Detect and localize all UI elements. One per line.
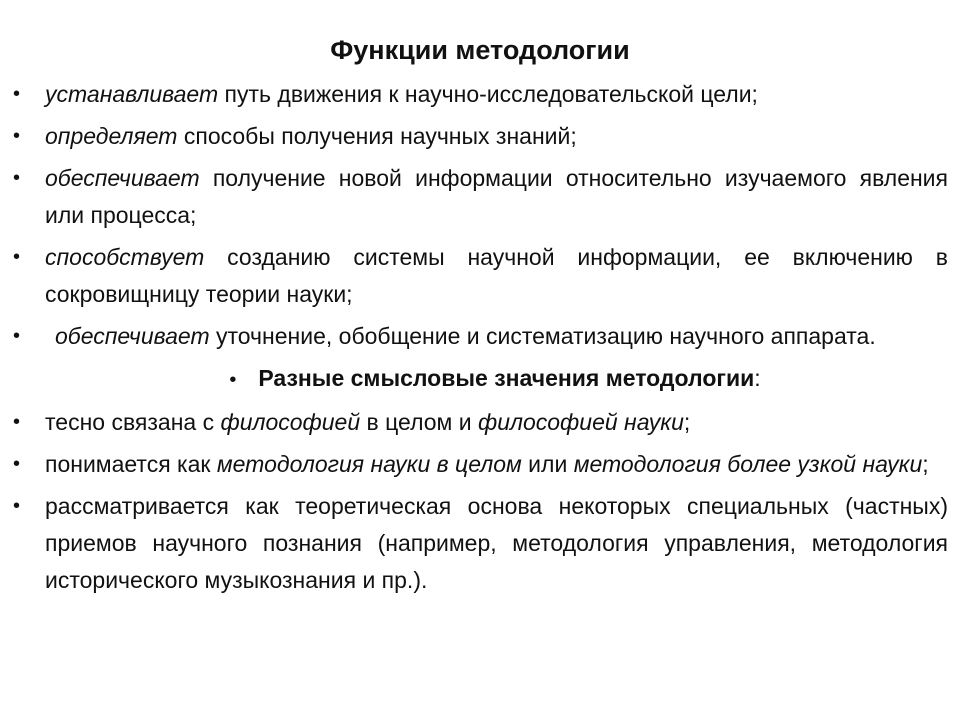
meaning-text: понимается как — [45, 451, 217, 477]
function-item-5 — [0, 318, 960, 355]
content-list — [0, 76, 960, 604]
bullet-icon: • — [229, 369, 237, 391]
meaning-text: ; — [683, 409, 691, 435]
meaning-item-2 — [0, 446, 960, 483]
meanings-heading-text: Разные смысловые значения методологии — [258, 365, 755, 391]
meaning-item-1 — [0, 404, 960, 441]
meaning-item-3 — [0, 488, 960, 599]
bullet-icon: • — [13, 325, 21, 347]
function-item-4 — [0, 239, 960, 313]
function-verb: определяет — [45, 123, 178, 149]
meaning-text: рассматривается как теоретическая основа некоторых специальных (частных) приемов научного познания (например, методология управления, методология исторического музыкознания и пр.). — [45, 493, 948, 593]
meaning-emphasis: философией науки — [478, 409, 684, 435]
bullet-icon: • — [13, 246, 21, 268]
bullet-icon: • — [13, 453, 21, 475]
function-verb: обеспечивает — [45, 165, 200, 191]
meaning-text: тесно связана с — [45, 409, 221, 435]
function-verb: обеспечивает — [55, 323, 210, 349]
function-verb: устанавливает — [45, 81, 219, 107]
bullet-icon: • — [13, 125, 21, 147]
meanings-heading-colon: : — [754, 365, 761, 391]
function-text: получение новой информации относительно изучаемого явления или процесса; — [45, 165, 948, 228]
meaning-text: или — [521, 451, 574, 477]
function-text: путь движения к научно-исследовательской цели; — [218, 81, 758, 107]
bullet-icon: • — [13, 495, 21, 517]
slide-title: Функции методологии — [330, 35, 630, 65]
meaning-emphasis: методология науки в целом — [216, 451, 522, 477]
meaning-emphasis: философией — [220, 409, 361, 435]
function-text: уточнение, обобщение и систематизацию научного аппарата. — [209, 323, 876, 349]
function-item-1 — [0, 76, 960, 113]
meaning-text: в целом и — [360, 409, 478, 435]
function-item-2 — [0, 118, 960, 155]
meanings-heading — [0, 360, 960, 399]
meaning-text: ; — [922, 451, 929, 477]
bullet-icon: • — [13, 411, 21, 433]
function-text: созданию системы научной информации, ее включению в сокровищницу теории науки; — [45, 244, 948, 307]
function-verb: способствует — [45, 244, 205, 270]
bullet-icon: • — [13, 167, 21, 189]
bullet-icon: • — [13, 83, 21, 105]
function-item-3 — [0, 160, 960, 234]
meaning-emphasis: методология более узкой науки — [573, 451, 923, 477]
function-text: способы получения научных знаний; — [177, 123, 577, 149]
